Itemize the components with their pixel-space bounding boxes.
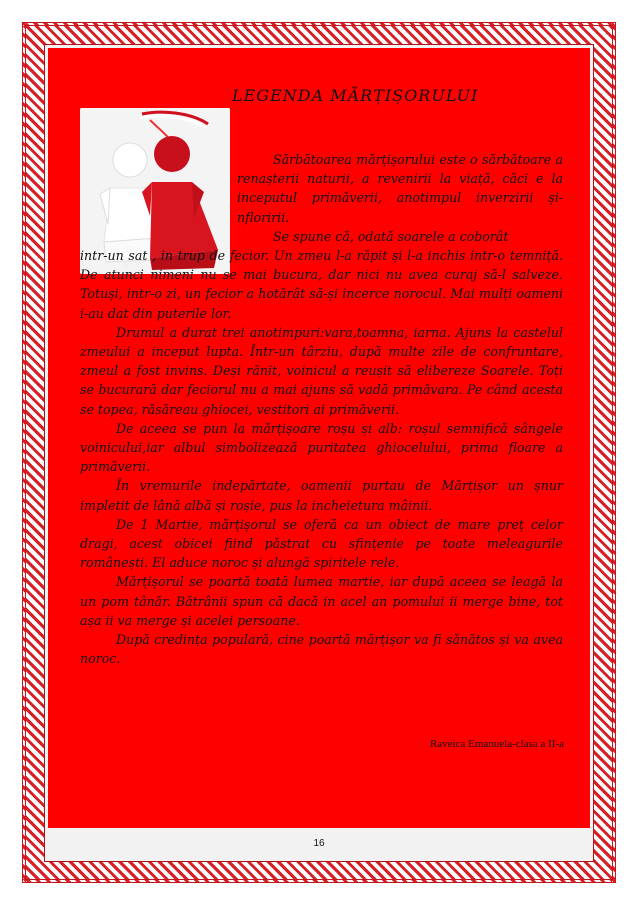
paragraph: După credința populară, cine poartă mărțișor va fi sănătos și va avea noroc. (80, 632, 563, 667)
paragraph: De aceea se pun la mărțișoare roșu și alb: roșul semnifică sângele voinicului,iar albul simbolizează puritatea ghiocelului, prima floare a primăverii. (80, 420, 563, 475)
paragraph: Mărțișorul se poartă toată lumea martie, iar după aceea se leagă la un pom tânăr. Bătrânii spun că dacă in acel an pomului ii merge bine, tot așa ii va merge și acelei persoane. (80, 574, 563, 628)
intro-block (237, 150, 563, 246)
paragraph: De 1 Martie, mărțișorul se oferă ca un obiect de mare preț celor dragi, acest obicei fiind păstrat cu sfințenie pe toate meleagurile românești. El aduce noroc și alungă spiritele rele. (80, 516, 563, 571)
page-number: 16 (313, 838, 325, 849)
author-credit: Raveica Emanuela-clasa a II-a (429, 738, 564, 750)
legend-text (80, 150, 563, 668)
intro-paragraph: Se spune că, odată soarele a coborât (273, 228, 509, 244)
intro-paragraph: Sărbătoarea mărțișorului este o sărbătoare a renașterii naturii, a revenirii la viață, căci e la inceputul primăverii, anotimpul inverzirii și-nfloririi. (237, 152, 563, 225)
paragraph: intr-un sat , in trup de fecior. Un zmeu l-a răpit și l-a inchis intr-o temniță. De atunci nimeni nu se mai bucura, dar nici nu avea curaj să-l salveze. Totuși, intr-o zi, un fecior a hotărât să-și incerce norocul. Mai mulți oameni i-au dat din puterile lor. (80, 248, 563, 321)
paragraph: Drumul a durat trei anotimpuri:vara,toamna, iarna. Ajuns la castelul zmeului a inceput lupta. Într-un târziu, după multe zile de confruntare, zmeul a fost invins. Deși rănit, voinicul a reușit să elibereze Soarele. Toți se bucurară dar feciorul nu a mai ajuns să vadă primăvara. Pe când acesta se topea, răsăreau ghiocei, vestitori ai primăverii. (80, 324, 563, 417)
paragraph: În vremurile indepărtate, oamenii purtau de Mărțișor un șnur impletit de lână albă și roșie, pus la incheietura mâinii. (80, 478, 563, 513)
page-title: LEGENDA MĂRȚIȘORULUI (232, 86, 479, 105)
